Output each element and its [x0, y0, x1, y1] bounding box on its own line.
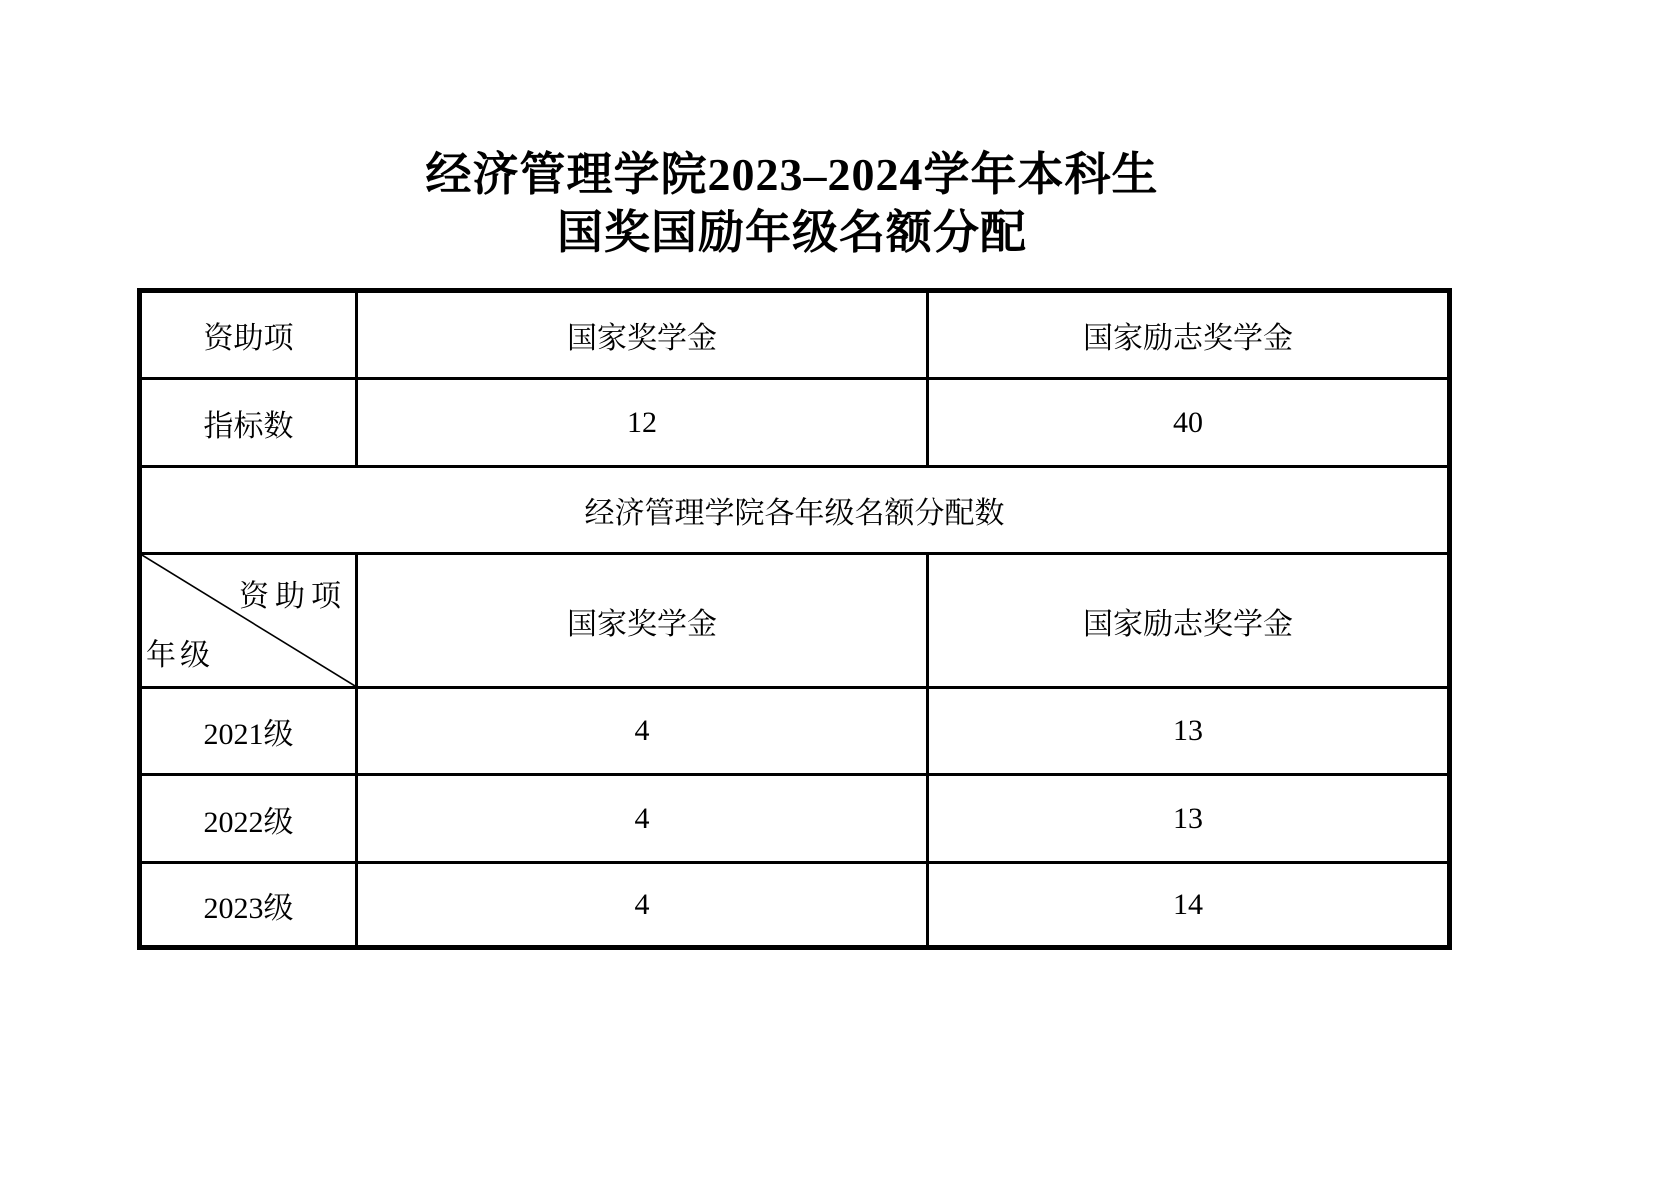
- cell-grade-2023-label: 2023级: [140, 863, 357, 948]
- cell-grade-2023-encouragement: 14: [928, 863, 1450, 948]
- cell-grade-2021-label: 2021级: [140, 688, 357, 775]
- cell-quota-national: 12: [357, 379, 928, 467]
- diagonal-label-grade: 年级: [146, 639, 214, 672]
- cell-grade-2023-national: 4: [357, 863, 928, 948]
- cell-grade-national-header: 国家奖学金: [357, 554, 928, 688]
- table-row-funding-header: [140, 291, 1450, 379]
- cell-grade-2021-encouragement: 13: [928, 688, 1450, 775]
- table-row-section-title: [140, 467, 1450, 554]
- cell-grade-encouragement-header: 国家励志奖学金: [928, 554, 1450, 688]
- cell-section-title: 经济管理学院各年级名额分配数: [140, 467, 1450, 554]
- cell-grade-2022-encouragement: 13: [928, 775, 1450, 863]
- cell-national-scholarship-header: 国家奖学金: [357, 291, 928, 379]
- cell-grade-2022-national: 4: [357, 775, 928, 863]
- table-row-grade-2023: [140, 863, 1450, 948]
- cell-encouragement-scholarship-header: 国家励志奖学金: [928, 291, 1450, 379]
- cell-diagonal-header: [140, 554, 357, 688]
- diagonal-label-funding-item: 资助项: [239, 580, 347, 613]
- cell-grade-2021-national: 4: [357, 688, 928, 775]
- title-line-1: 经济管理学院2023–2024学年本科生: [425, 149, 1159, 200]
- table-row-grade-header: [140, 554, 1450, 688]
- table-row-grade-2021: [140, 688, 1450, 775]
- document-page: [137, 146, 1447, 950]
- cell-quota-label: 指标数: [140, 379, 357, 467]
- title-line-2: 国奖国励年级名额分配: [557, 207, 1027, 258]
- cell-grade-2022-label: 2022级: [140, 775, 357, 863]
- cell-funding-item-label: 资助项: [140, 291, 357, 379]
- table-row-quota: [140, 379, 1450, 467]
- document-title: [137, 146, 1447, 262]
- cell-quota-encouragement: 40: [928, 379, 1450, 467]
- quota-allocation-table: [137, 288, 1452, 950]
- table-row-grade-2022: [140, 775, 1450, 863]
